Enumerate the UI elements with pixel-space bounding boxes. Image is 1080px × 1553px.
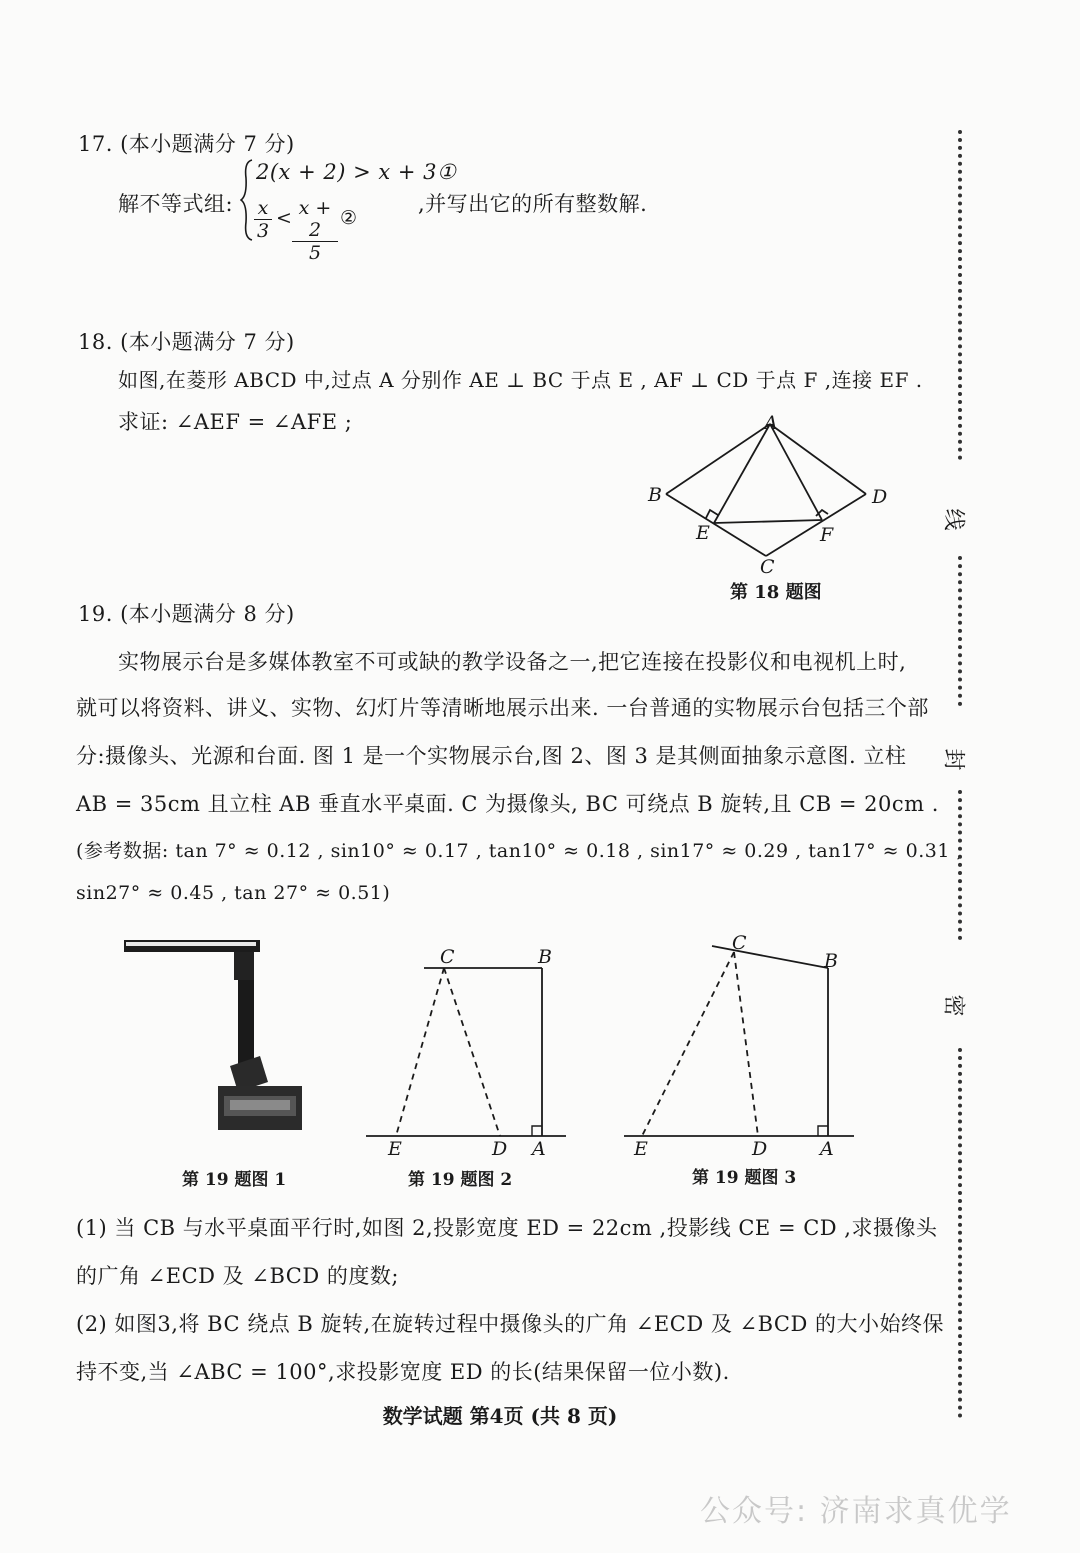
- q17-header: 17. (本小题满分 7 分): [78, 132, 295, 156]
- fig3-label-d: D: [752, 1138, 768, 1160]
- fig3-label-c: C: [732, 932, 747, 954]
- edge-bc: [666, 494, 766, 556]
- label-a: A: [764, 412, 778, 434]
- q19-para1: 实物展示台是多媒体教室不可或缺的教学设备之一,把它连接在投影仪和电视机上时,: [118, 650, 907, 674]
- margin-char-xian: 线: [940, 508, 966, 531]
- margin-char-feng: 封: [940, 748, 966, 771]
- segment-ef: [714, 520, 822, 523]
- segment-ce: [396, 968, 444, 1136]
- q19-part2-a: (2) 如图3,将 BC 绕点 B 旋转,在旋转过程中摄像头的广角 ∠ECD 及 ∠BCD 的大小始终保: [76, 1312, 945, 1336]
- q19-ref1: (参考数据: tan 7° ≈ 0.12 , sin10° ≈ 0.17 , tan10° ≈ 0.18 , sin17° ≈ 0.29 , tan17° ≈ 0.31 ,: [76, 840, 963, 862]
- q19-part1-b: 的广角 ∠ECD 及 ∠BCD 的度数;: [76, 1264, 399, 1288]
- fig2-label-c: C: [440, 946, 455, 968]
- frac-num: x: [254, 197, 272, 220]
- watermark: 公众号: 济南求真优学: [700, 1494, 1012, 1529]
- frac-den: 5: [308, 242, 322, 264]
- projector-photo: [118, 936, 308, 1136]
- right-angle-e: [706, 510, 718, 518]
- fig2-label-a: A: [532, 1138, 546, 1160]
- fig3-label-b: B: [824, 950, 838, 972]
- fig2-label-b: B: [538, 946, 552, 968]
- figure2-diagram: [360, 940, 580, 1150]
- q19-part2-b: 持不变,当 ∠ABC = 100°,求投影宽度 ED 的长(结果保留一位小数).: [76, 1360, 730, 1384]
- margin-dots-4: [958, 1048, 968, 1418]
- q19-header: 19. (本小题满分 8 分): [78, 602, 295, 626]
- q17-lt: <: [276, 207, 293, 229]
- fig3-caption: 第 19 题图 3: [692, 1168, 797, 1188]
- q19-para2: 就可以将资料、讲义、实物、幻灯片等清晰地展示出来. 一台普通的实物展示台包括三个部: [76, 696, 929, 720]
- page-footer: 数学试题 第4页 (共 8 页): [382, 1404, 618, 1428]
- rhombus-figure: [640, 410, 900, 580]
- q18-line1: 如图,在菱形 ABCD 中,过点 A 分别作 AE ⊥ BC 于点 E , AF ⊥ CD 于点 F ,连接 EF .: [118, 368, 923, 392]
- q18-header: 18. (本小题满分 7 分): [78, 330, 295, 354]
- q17-frac-lhs: [254, 197, 272, 242]
- fig2-label-d: D: [492, 1138, 508, 1160]
- q18-caption: 第 18 题图: [730, 582, 822, 603]
- q19-para3: 分:摄像头、光源和台面. 图 1 是一个实物展示台,图 2、图 3 是其侧面抽象示意图. 立柱: [76, 744, 907, 768]
- label-f: F: [820, 524, 834, 546]
- margin-dots-2: [958, 556, 968, 706]
- q18-line2: 求证: ∠AEF = ∠AFE ;: [118, 410, 353, 434]
- margin-dots-3: [958, 790, 968, 940]
- q17-eq1: 2(x + 2) > x + 3①: [256, 160, 457, 184]
- label-c: C: [760, 556, 775, 578]
- frac-den: 3: [256, 220, 270, 242]
- segment-af: [770, 424, 822, 520]
- edge-ad: [770, 424, 866, 494]
- q19-para4: AB = 35cm 且立柱 AB 垂直水平桌面. C 为摄像头, BC 可绕点 B 旋转,且 CB = 20cm .: [76, 792, 939, 816]
- q19-ref2: sin27° ≈ 0.45 , tan 27° ≈ 0.51): [76, 882, 391, 904]
- label-e: E: [696, 522, 710, 544]
- segment-cb: [712, 946, 828, 968]
- q17-suffix: ,并写出它的所有整数解.: [418, 192, 648, 216]
- fig3-label-a: A: [820, 1138, 834, 1160]
- edge-cd: [766, 494, 866, 556]
- margin-char-mi: 密: [940, 994, 966, 1017]
- system-brace: [240, 158, 254, 242]
- segment-cd: [734, 952, 758, 1136]
- fig2-label-e: E: [388, 1138, 402, 1160]
- margin-dots-1: [958, 130, 968, 460]
- q17-frac-rhs: [292, 197, 338, 264]
- segment-cd: [444, 968, 500, 1136]
- q17-prompt: 解不等式组:: [118, 192, 234, 216]
- q19-part1-a: (1) 当 CB 与水平桌面平行时,如图 2,投影宽度 ED = 22cm ,投影线 CE = CD ,求摄像头: [76, 1216, 938, 1240]
- frac-num: x + 2: [292, 197, 338, 242]
- segment-ae: [714, 424, 770, 523]
- label-d: D: [872, 486, 888, 508]
- q17-mark2: ②: [340, 207, 358, 229]
- fig3-label-e: E: [634, 1138, 648, 1160]
- fig1-caption: 第 19 题图 1: [182, 1170, 287, 1190]
- fig2-caption: 第 19 题图 2: [408, 1170, 513, 1190]
- label-b: B: [648, 484, 662, 506]
- edge-ab: [666, 424, 770, 494]
- segment-ce: [642, 952, 734, 1136]
